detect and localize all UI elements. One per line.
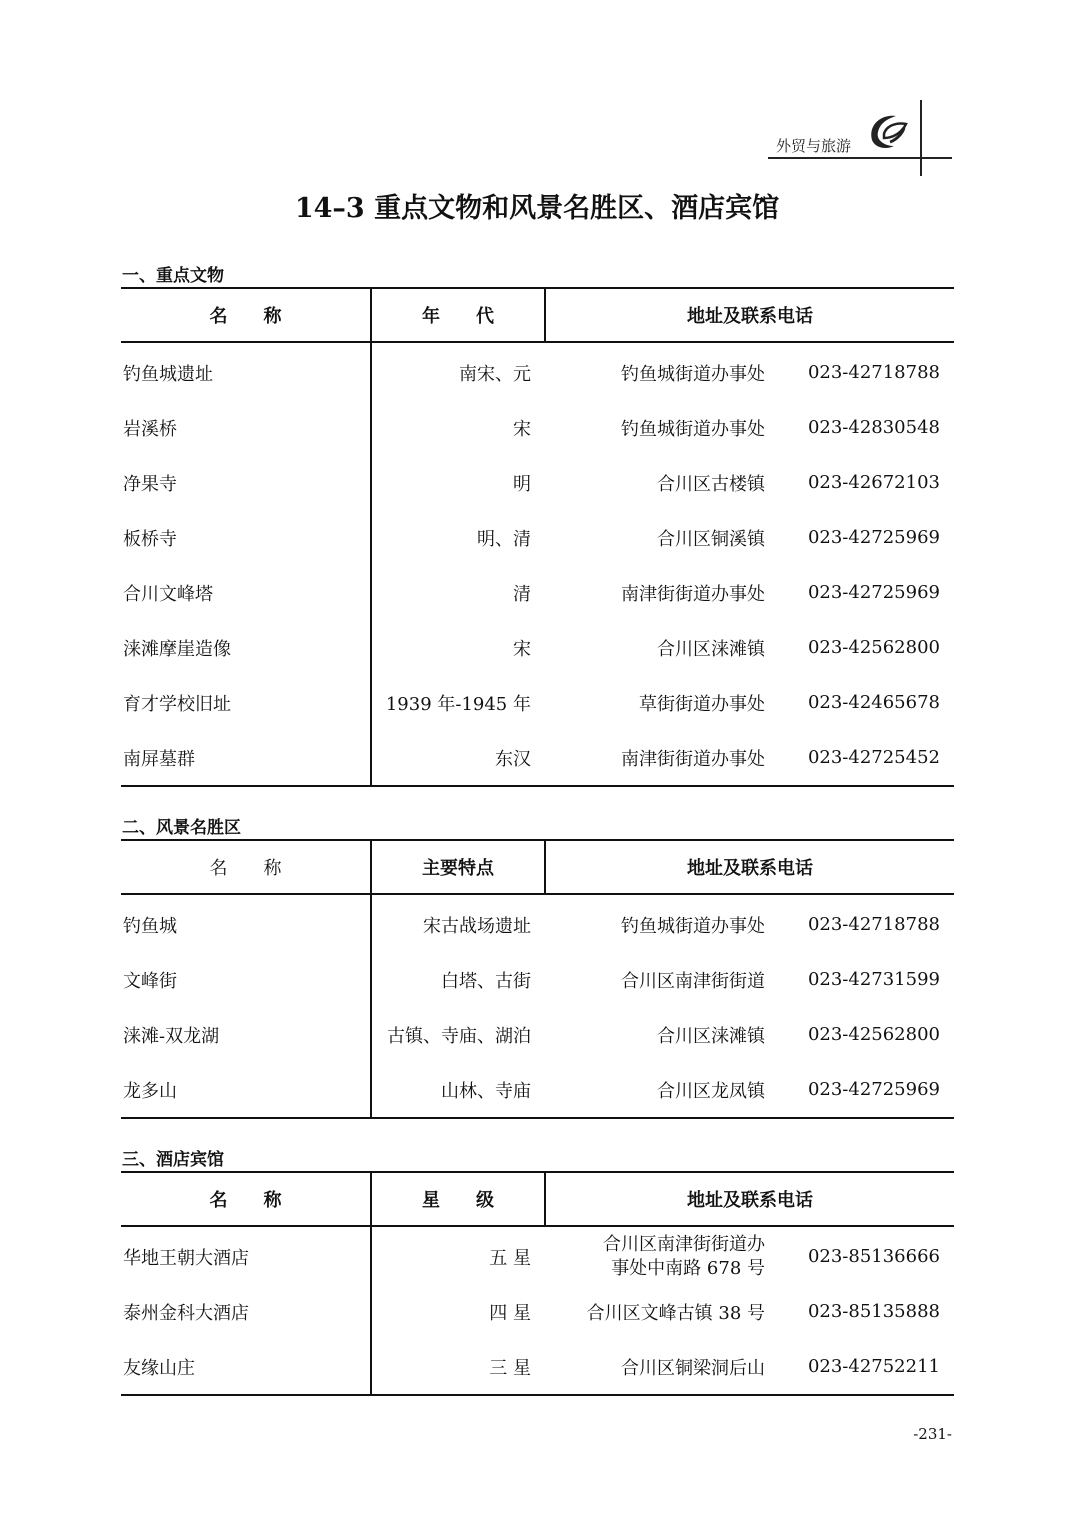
scenic-address: 钓鱼城街道办事处 xyxy=(621,915,765,937)
hotel-phone: 023-42752211 xyxy=(765,1339,954,1395)
scenic-phone: 023-42725969 xyxy=(765,1062,954,1118)
relic-address: 钓鱼城街道办事处 xyxy=(621,418,765,440)
scenic-address: 合川区龙凤镇 xyxy=(545,1062,765,1118)
relic-era: 东汉 xyxy=(371,730,545,786)
table-header-row xyxy=(121,288,954,342)
column-header-star: 星 级 xyxy=(371,1172,545,1226)
column-header-address: 地址及联系电话 xyxy=(545,1172,954,1226)
hotel-address-line: 事处中南路 678 号 xyxy=(611,1257,765,1279)
relic-era: 宋 xyxy=(513,638,531,660)
table-row xyxy=(121,620,954,675)
table-row xyxy=(121,510,954,565)
scenic-phone: 023-42731599 xyxy=(807,969,940,990)
scenic-feature: 宋古战场遗址 xyxy=(423,915,531,937)
relic-address: 草街街道办事处 xyxy=(639,693,765,715)
scenic-name: 龙多山 xyxy=(121,1062,371,1118)
scenic-phone: 023-42718788 xyxy=(807,914,940,935)
hotel-name: 友缘山庄 xyxy=(121,1339,371,1395)
table-row xyxy=(121,342,954,400)
relic-phone: 023-42562800 xyxy=(807,637,940,658)
relic-name: 南屏墓群 xyxy=(121,730,371,786)
table-header-row xyxy=(121,1172,954,1226)
relic-era: 1939 年-1945 年 xyxy=(385,693,531,715)
scenic-name: 涞滩-双龙湖 xyxy=(121,1007,371,1062)
table-row xyxy=(121,675,954,730)
table-row xyxy=(121,1062,954,1118)
table-row xyxy=(121,730,954,786)
table-row xyxy=(121,1284,954,1339)
scenic-phone: 023-42562800 xyxy=(807,1024,940,1045)
relic-name: 净果寺 xyxy=(121,455,371,510)
relic-name: 板桥寺 xyxy=(121,510,371,565)
relic-address: 钓鱼城街道办事处 xyxy=(621,363,765,385)
relics-table xyxy=(121,287,954,787)
relic-phone: 023-42718788 xyxy=(807,362,940,383)
relic-era: 清 xyxy=(513,583,531,605)
column-header-address: 地址及联系电话 xyxy=(545,288,954,342)
scenic-address: 合川区南津街街道 xyxy=(621,970,765,992)
page-title: 14–3 重点文物和风景名胜区、酒店宾馆 xyxy=(294,193,780,224)
section-title-relics: 一、重点文物 xyxy=(122,266,224,286)
relic-phone: 023-42725452 xyxy=(765,730,954,786)
relic-era: 明、清 xyxy=(477,528,531,550)
relic-address: 南津街街道办事处 xyxy=(545,730,765,786)
table-row xyxy=(121,1339,954,1395)
relic-address: 合川区涞滩镇 xyxy=(657,638,765,660)
header-label: 外贸与旅游 xyxy=(776,137,852,155)
hotel-address: 合川区文峰古镇 38 号 xyxy=(586,1302,765,1324)
relic-phone: 023-42830548 xyxy=(807,417,940,438)
relic-address: 南津街街道办事处 xyxy=(621,583,765,605)
hotel-star: 三 星 xyxy=(371,1339,545,1395)
column-header-name: 名 称 xyxy=(121,840,371,894)
header-vertical-rule xyxy=(920,100,922,176)
hotel-phone: 023-85136666 xyxy=(807,1246,940,1267)
relic-phone: 023-42725969 xyxy=(807,582,940,603)
relic-address: 合川区古楼镇 xyxy=(657,473,765,495)
relic-era: 南宋、元 xyxy=(459,363,531,385)
table-header-row xyxy=(121,840,954,894)
scenic-name: 文峰街 xyxy=(121,952,371,1007)
relic-era: 明 xyxy=(513,473,531,495)
section-title-scenic: 二、风景名胜区 xyxy=(122,818,241,838)
scenic-table xyxy=(121,839,954,1119)
scenic-feature: 山林、寺庙 xyxy=(371,1062,545,1118)
hotel-address-text xyxy=(603,1233,765,1281)
table-row xyxy=(121,400,954,455)
hotel-star: 五 星 xyxy=(489,1247,531,1269)
hotel-name: 泰州金科大酒店 xyxy=(121,1284,371,1339)
relic-phone: 023-42725969 xyxy=(807,527,940,548)
hotels-table xyxy=(121,1171,954,1396)
table-row xyxy=(121,1226,954,1284)
hotel-name: 华地王朝大酒店 xyxy=(121,1226,371,1284)
relic-era: 宋 xyxy=(513,418,531,440)
publication-logo-icon xyxy=(866,112,910,152)
relic-address: 合川区铜溪镇 xyxy=(657,528,765,550)
relic-name: 岩溪桥 xyxy=(121,400,371,455)
table-row xyxy=(121,565,954,620)
hotel-address xyxy=(545,1226,765,1284)
page-number: -231- xyxy=(913,1425,952,1443)
scenic-feature: 古镇、寺庙、湖泊 xyxy=(387,1025,531,1047)
hotel-star: 四 星 xyxy=(489,1302,531,1324)
relic-phone: 023-42465678 xyxy=(807,692,940,713)
table-row xyxy=(121,455,954,510)
hotel-phone: 023-85135888 xyxy=(807,1301,940,1322)
table-row xyxy=(121,952,954,1007)
header-rule xyxy=(768,157,952,159)
scenic-feature: 白塔、古街 xyxy=(441,970,531,992)
section-title-hotels: 三、酒店宾馆 xyxy=(122,1150,224,1170)
relic-phone: 023-42672103 xyxy=(807,472,940,493)
table-row xyxy=(121,1007,954,1062)
relic-name: 钓鱼城遗址 xyxy=(121,342,371,400)
table-row xyxy=(121,894,954,952)
relic-name: 涞滩摩崖造像 xyxy=(121,620,371,675)
scenic-address: 合川区涞滩镇 xyxy=(657,1025,765,1047)
column-header-name: 名 称 xyxy=(121,1172,371,1226)
hotel-address-line: 合川区南津街街道办 xyxy=(603,1233,765,1255)
column-header-era: 年 代 xyxy=(371,288,545,342)
column-header-feature: 主要特点 xyxy=(371,840,545,894)
relic-name: 合川文峰塔 xyxy=(121,565,371,620)
hotel-address: 合川区铜梁洞后山 xyxy=(545,1339,765,1395)
column-header-address: 地址及联系电话 xyxy=(545,840,954,894)
column-header-name: 名 称 xyxy=(121,288,371,342)
scenic-name: 钓鱼城 xyxy=(121,894,371,952)
relic-name: 育才学校旧址 xyxy=(121,675,371,730)
